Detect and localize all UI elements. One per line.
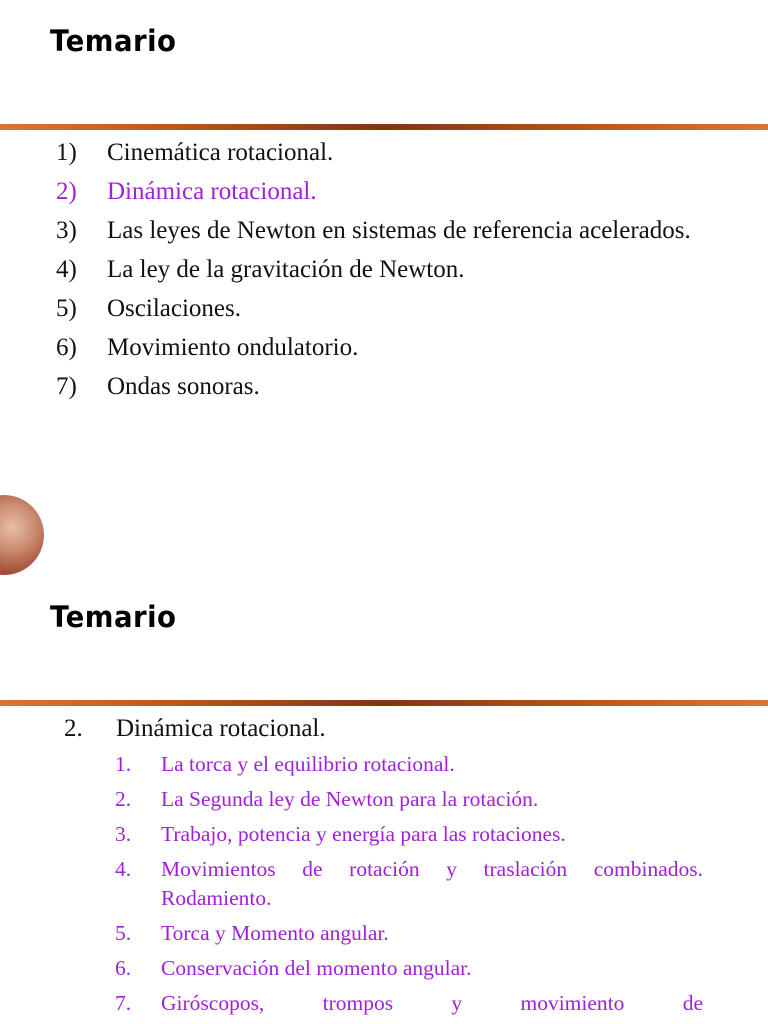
item-number: 6) <box>56 334 77 361</box>
item-text: Oscilaciones. <box>107 295 241 322</box>
list-item <box>56 136 716 170</box>
slide-title: Temario <box>50 600 177 634</box>
slide-2 <box>0 576 768 1024</box>
item-text: La torca y el equilibrio rotacional. <box>161 752 455 776</box>
list-item <box>56 331 716 365</box>
list-item <box>115 785 703 814</box>
list-item <box>115 989 703 1018</box>
item-number: 2) <box>56 178 77 205</box>
list-item-highlighted <box>56 175 716 209</box>
item-text: La ley de la gravitación de Newton. <box>107 256 465 283</box>
topic-list <box>56 136 716 409</box>
list-item <box>115 954 703 983</box>
item-text: Movimiento ondulatorio. <box>107 334 359 361</box>
item-text: Las leyes de Newton en sistemas de referencia acelerados. <box>107 217 691 244</box>
list-item <box>56 214 716 248</box>
item-number: 4) <box>56 256 77 283</box>
section-text: Dinámica rotacional. <box>116 715 326 742</box>
item-number: 3) <box>56 217 77 244</box>
list-item <box>56 292 716 326</box>
title-divider <box>0 700 768 706</box>
item-text: Dinámica rotacional. <box>107 178 317 205</box>
list-item <box>115 855 703 913</box>
section-number: 2. <box>64 715 83 742</box>
item-text: Cinemática rotacional. <box>107 139 334 166</box>
item-text: La Segunda ley de Newton para la rotación. <box>161 787 539 811</box>
item-number: 5) <box>56 295 77 322</box>
item-text: Ondas sonoras. <box>107 373 260 400</box>
item-number: 7) <box>56 373 77 400</box>
item-number: 5. <box>115 921 132 945</box>
list-item <box>115 919 703 948</box>
item-text: Movimientos de rotación y traslación combinados. Rodamiento. <box>161 857 703 910</box>
subtopic-list <box>115 750 703 1024</box>
list-item <box>115 750 703 779</box>
decorative-orb-image <box>0 495 44 575</box>
item-text: Giróscopos, trompos y movimiento de <box>161 991 703 1015</box>
list-item <box>56 253 716 287</box>
item-text: Torca y Momento angular. <box>161 921 389 945</box>
list-item <box>115 820 703 849</box>
item-number: 2. <box>115 787 132 811</box>
title-divider <box>0 124 768 130</box>
item-number: 1) <box>56 139 77 166</box>
item-number: 7. <box>115 991 132 1015</box>
item-number: 6. <box>115 956 132 980</box>
section-heading <box>64 714 724 744</box>
item-number: 3. <box>115 822 132 846</box>
slide-title: Temario <box>50 24 177 58</box>
item-text: Conservación del momento angular. <box>161 956 472 980</box>
list-item <box>56 370 716 404</box>
item-number: 4. <box>115 857 132 881</box>
item-number: 1. <box>115 752 132 776</box>
item-text: Trabajo, potencia y energía para las rotaciones. <box>161 822 566 846</box>
